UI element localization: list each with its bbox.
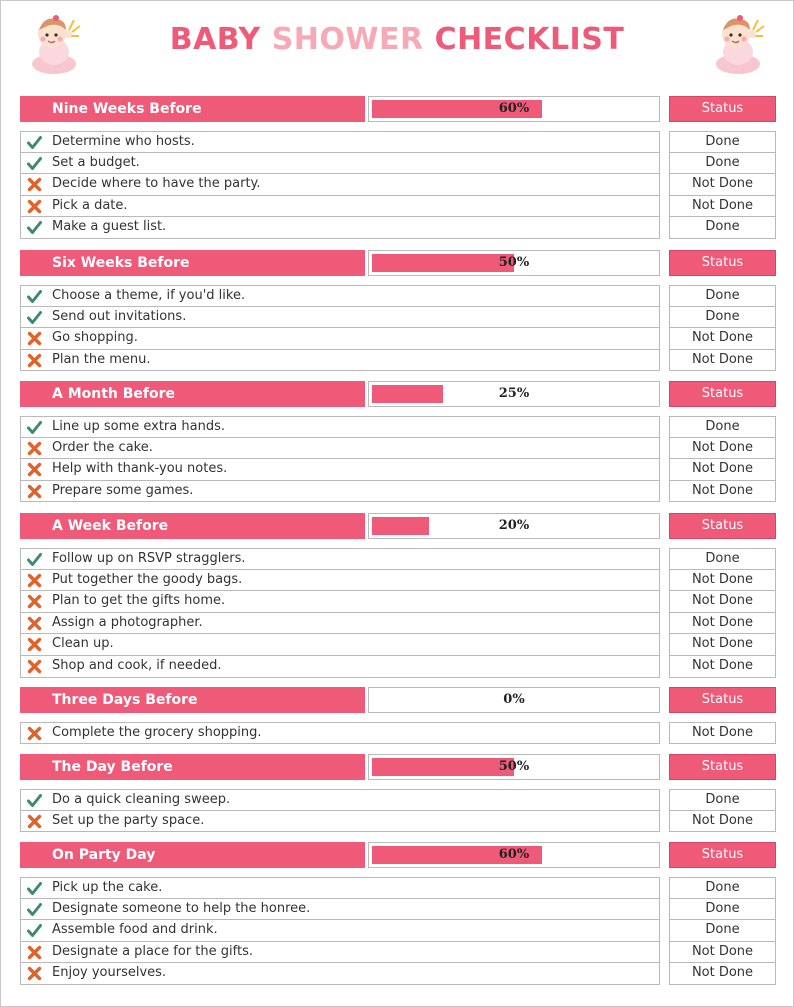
task-row [20, 722, 776, 744]
task-cell[interactable] [20, 174, 660, 196]
task-text: Plan the menu. [52, 351, 151, 367]
task-cell[interactable] [20, 350, 660, 372]
task-row [20, 174, 776, 196]
task-cell[interactable] [20, 416, 660, 438]
task-row [20, 899, 776, 921]
task-row [20, 656, 776, 678]
checklist-section [20, 513, 776, 678]
task-text: Send out invitations. [52, 308, 187, 324]
cross-icon [27, 441, 42, 456]
task-text: Set up the party space. [52, 812, 205, 828]
task-cell[interactable] [20, 942, 660, 964]
task-status[interactable]: Done [669, 131, 776, 153]
task-row [20, 459, 776, 481]
task-text: Enjoy yourselves. [52, 965, 167, 981]
task-cell[interactable] [20, 722, 660, 744]
task-status[interactable]: Not Done [669, 350, 776, 372]
task-text: Order the cake. [52, 439, 153, 455]
cross-icon [27, 659, 42, 674]
progress-percent: 60% [498, 101, 530, 116]
section-header [20, 687, 776, 713]
check-icon [27, 881, 42, 896]
task-row [20, 217, 776, 239]
check-icon [27, 552, 42, 567]
task-status[interactable]: Done [669, 217, 776, 239]
task-list [20, 722, 776, 744]
task-text: Pick a date. [52, 197, 128, 213]
task-row [20, 963, 776, 985]
task-text: Put together the goody bags. [52, 571, 243, 587]
progress-bar [368, 381, 660, 407]
task-cell[interactable] [20, 217, 660, 239]
task-status[interactable]: Done [669, 920, 776, 942]
task-status[interactable]: Done [669, 153, 776, 175]
task-text: Pick up the cake. [52, 880, 163, 895]
check-icon [27, 289, 42, 304]
task-row [20, 942, 776, 964]
progress-bar [368, 250, 660, 276]
task-cell[interactable] [20, 877, 660, 899]
progress-percent: 60% [498, 847, 530, 862]
progress-percent: 50% [498, 759, 530, 774]
task-cell[interactable] [20, 459, 660, 481]
status-column-header: Status [669, 513, 776, 539]
baby-illustration-right [706, 10, 770, 76]
task-cell[interactable] [20, 920, 660, 942]
checklist-section [20, 754, 776, 832]
cross-icon [27, 966, 42, 981]
cross-icon [27, 177, 42, 192]
task-row [20, 285, 776, 307]
progress-bar [368, 96, 660, 122]
status-column-header: Status [669, 842, 776, 868]
task-status[interactable]: Not Done [669, 196, 776, 218]
task-text: Designate a place for the gifts. [52, 943, 253, 959]
section-title: On Party Day [20, 842, 365, 868]
task-status[interactable]: Not Done [669, 481, 776, 503]
check-icon [27, 793, 42, 808]
check-icon [27, 902, 42, 917]
progress-percent: 0% [503, 692, 525, 707]
status-column-header: Status [669, 96, 776, 122]
cross-icon [27, 726, 42, 741]
task-status[interactable]: Not Done [669, 438, 776, 460]
cross-icon [27, 331, 42, 346]
task-text: Line up some extra hands. [52, 419, 225, 434]
task-status[interactable]: Done [669, 307, 776, 329]
task-status[interactable]: Not Done [669, 570, 776, 592]
task-cell[interactable] [20, 548, 660, 570]
check-icon [27, 310, 42, 325]
task-text: Help with thank-you notes. [52, 461, 228, 477]
task-row [20, 613, 776, 635]
title-word-baby: BABY [169, 22, 261, 57]
task-list [20, 548, 776, 678]
task-status[interactable]: Not Done [669, 634, 776, 656]
task-status[interactable]: Done [669, 285, 776, 307]
cross-icon [27, 616, 42, 631]
cross-icon [27, 637, 42, 652]
title-word-shower: SHOWER [271, 22, 424, 57]
page-title [0, 22, 794, 57]
check-icon [27, 923, 42, 938]
section-title: A Month Before [20, 381, 365, 407]
task-cell[interactable] [20, 591, 660, 613]
status-column-header: Status [669, 250, 776, 276]
check-icon [27, 220, 42, 235]
section-header [20, 754, 776, 780]
task-status[interactable]: Not Done [669, 942, 776, 964]
section-header [20, 96, 776, 122]
task-text: Designate someone to help the honree. [52, 900, 311, 916]
cross-icon [27, 814, 42, 829]
task-cell[interactable] [20, 131, 660, 153]
check-icon [27, 420, 42, 435]
task-text: Prepare some games. [52, 482, 194, 498]
task-text: Determine who hosts. [52, 134, 195, 149]
task-cell[interactable] [20, 153, 660, 175]
task-text: Complete the grocery shopping. [52, 725, 262, 740]
section-title: The Day Before [20, 754, 365, 780]
task-row [20, 877, 776, 899]
task-text: Clean up. [52, 636, 114, 652]
section-title: A Week Before [20, 513, 365, 539]
task-list [20, 131, 776, 239]
task-cell[interactable] [20, 328, 660, 350]
progress-bar [368, 687, 660, 713]
status-column-header: Status [669, 754, 776, 780]
task-row [20, 131, 776, 153]
task-row [20, 307, 776, 329]
task-cell[interactable] [20, 789, 660, 811]
cross-icon [27, 462, 42, 477]
section-header [20, 513, 776, 539]
task-row [20, 481, 776, 503]
task-text: Follow up on RSVP stragglers. [52, 551, 246, 566]
section-title: Six Weeks Before [20, 250, 365, 276]
task-row [20, 920, 776, 942]
checklist-section [20, 250, 776, 371]
status-column-header: Status [669, 687, 776, 713]
task-cell[interactable] [20, 196, 660, 218]
task-row [20, 350, 776, 372]
task-row [20, 328, 776, 350]
task-row [20, 811, 776, 833]
task-status[interactable]: Done [669, 789, 776, 811]
task-status[interactable]: Not Done [669, 174, 776, 196]
checklist-section [20, 381, 776, 502]
task-status[interactable]: Done [669, 899, 776, 921]
task-status[interactable]: Not Done [669, 722, 776, 744]
progress-percent: 25% [498, 386, 530, 401]
check-icon [27, 156, 42, 171]
task-text: Plan to get the gifts home. [52, 593, 226, 609]
task-row [20, 153, 776, 175]
task-cell[interactable] [20, 899, 660, 921]
task-cell[interactable] [20, 963, 660, 985]
cross-icon [27, 945, 42, 960]
task-text: Shop and cook, if needed. [52, 657, 222, 673]
task-cell[interactable] [20, 307, 660, 329]
task-status[interactable]: Done [669, 877, 776, 899]
task-cell[interactable] [20, 811, 660, 833]
task-text: Assign a photographer. [52, 614, 203, 630]
task-status[interactable]: Not Done [669, 811, 776, 833]
check-icon [27, 135, 42, 150]
task-status[interactable]: Not Done [669, 613, 776, 635]
task-row [20, 416, 776, 438]
section-title: Three Days Before [20, 687, 365, 713]
cross-icon [27, 594, 42, 609]
progress-bar [368, 842, 660, 868]
progress-bar [368, 513, 660, 539]
task-row [20, 634, 776, 656]
cross-icon [27, 573, 42, 588]
progress-percent: 50% [498, 255, 530, 270]
task-status[interactable]: Not Done [669, 459, 776, 481]
task-status[interactable]: Not Done [669, 591, 776, 613]
checklist-section [20, 96, 776, 239]
status-column-header: Status [669, 381, 776, 407]
task-row [20, 196, 776, 218]
task-list [20, 285, 776, 371]
task-list [20, 416, 776, 502]
task-cell[interactable] [20, 613, 660, 635]
task-row [20, 789, 776, 811]
task-cell[interactable] [20, 438, 660, 460]
task-status[interactable]: Done [669, 416, 776, 438]
progress-bar [368, 754, 660, 780]
task-status[interactable]: Done [669, 548, 776, 570]
checklist-section [20, 687, 776, 744]
cross-icon [27, 484, 42, 499]
task-text: Set a budget. [52, 154, 140, 170]
task-text: Make a guest list. [52, 219, 167, 235]
task-row [20, 591, 776, 613]
task-text: Assemble food and drink. [52, 922, 218, 938]
task-row [20, 548, 776, 570]
section-header [20, 250, 776, 276]
task-cell[interactable] [20, 634, 660, 656]
task-text: Decide where to have the party. [52, 176, 261, 192]
checklist-section [20, 842, 776, 985]
task-row [20, 570, 776, 592]
task-cell[interactable] [20, 285, 660, 307]
task-status[interactable]: Not Done [669, 328, 776, 350]
section-title: Nine Weeks Before [20, 96, 365, 122]
cross-icon [27, 199, 42, 214]
task-text: Go shopping. [52, 330, 138, 346]
task-cell[interactable] [20, 481, 660, 503]
task-row [20, 438, 776, 460]
task-status[interactable]: Not Done [669, 656, 776, 678]
task-cell[interactable] [20, 656, 660, 678]
task-list [20, 789, 776, 832]
section-header [20, 381, 776, 407]
cross-icon [27, 353, 42, 368]
progress-percent: 20% [498, 518, 530, 533]
task-status[interactable]: Not Done [669, 963, 776, 985]
section-header [20, 842, 776, 868]
task-cell[interactable] [20, 570, 660, 592]
task-list [20, 877, 776, 985]
task-text: Choose a theme, if you'd like. [52, 288, 246, 303]
title-word-checklist: CHECKLIST [434, 22, 625, 57]
task-text: Do a quick cleaning sweep. [52, 792, 231, 807]
